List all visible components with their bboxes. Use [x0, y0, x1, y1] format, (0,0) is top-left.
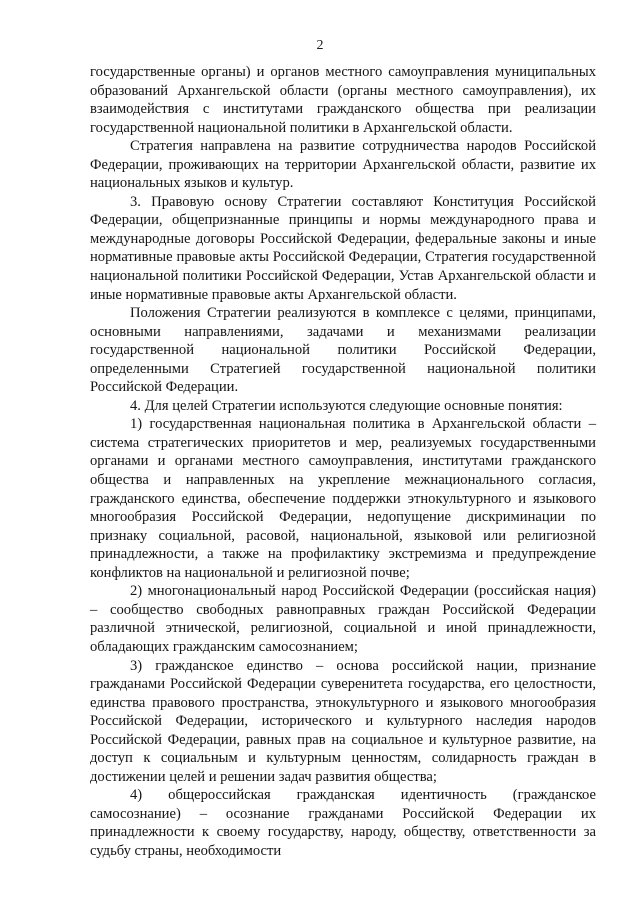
paragraph-1: государственные органы) и органов местного самоуправления муниципальных образований Архангельской области (органы местного самоуправления), их взаимодействия с институтами гражданского общества при реализации государственной национальной политики в Архангельской области. [90, 64, 596, 136]
paragraph-5: 4. Для целей Стратегии используются следующие основные понятия: [130, 397, 563, 414]
document-body [90, 63, 596, 861]
page-number: 2 [316, 38, 324, 53]
paragraph-3: 3. Правовую основу Стратегии составляют Конституция Российской Федерации, общепризнанные принципы и нормы международного права и международные договоры Российской Федерации, федеральные законы и иные нормативные правовые акты Российской Федерации, Стратегия государственной национальной политики Российской Федерации, Устав Архангельской области и иные нормативные правовые акты Архангельской области. [90, 193, 596, 303]
paragraph-2: Стратегия направлена на развитие сотрудничества народов Российской Федерации, проживающих на территории Архангельской области, развитие их национальных языков и культур. [90, 138, 596, 192]
paragraph-9: 4) общероссийская гражданская идентичность (гражданское самосознание) – осознание гражданами Российской Федерации их принадлежности к своему государству, народу, обществу, ответственности за судьбу страны, необходимости [90, 787, 596, 859]
paragraph-7: 2) многонациональный народ Российской Федерации (российская нация) – сообщество свободных равноправных граждан Российской Федерации различной этнической, религиозной, социальной и иной принадлежности, обладающих гражданским самосознанием; [90, 583, 596, 655]
paragraph-8: 3) гражданское единство – основа российской нации, признание гражданами Российской Федерации суверенитета государства, его целостности, единства правового пространства, этнокультурного и языкового многообразия Российской Федерации, исторического и культурного наследия народов Российской Федерации, равных прав на социальное и культурное развитие, на доступ к социальным и культурным ценностям, солидарность граждан в достижении целей и решении задач развития общества; [90, 657, 596, 785]
paragraph-6: 1) государственная национальная политика в Архангельской области – система стратегических приоритетов и мер, реализуемых государственными органами и органами местного самоуправления, институтами гражданского общества и направленных на укрепление межнационального согласия, гражданского единства, обеспечение поддержки этнокультурного и языкового многообразия Российской Федерации, недопущение дискриминации по признаку социальной, расовой, национальной, языковой или религиозной принадлежности, а также на профилактику экстремизма и предупреждение конфликтов на национальной и религиозной почве; [90, 416, 596, 581]
paragraph-4: Положения Стратегии реализуются в комплексе с целями, принципами, основными направлениями, задачами и механизмами реализации государственной национальной политики Российской Федерации, определенными Стратегией государственной национальной политики Российской Федерации. [90, 305, 596, 396]
